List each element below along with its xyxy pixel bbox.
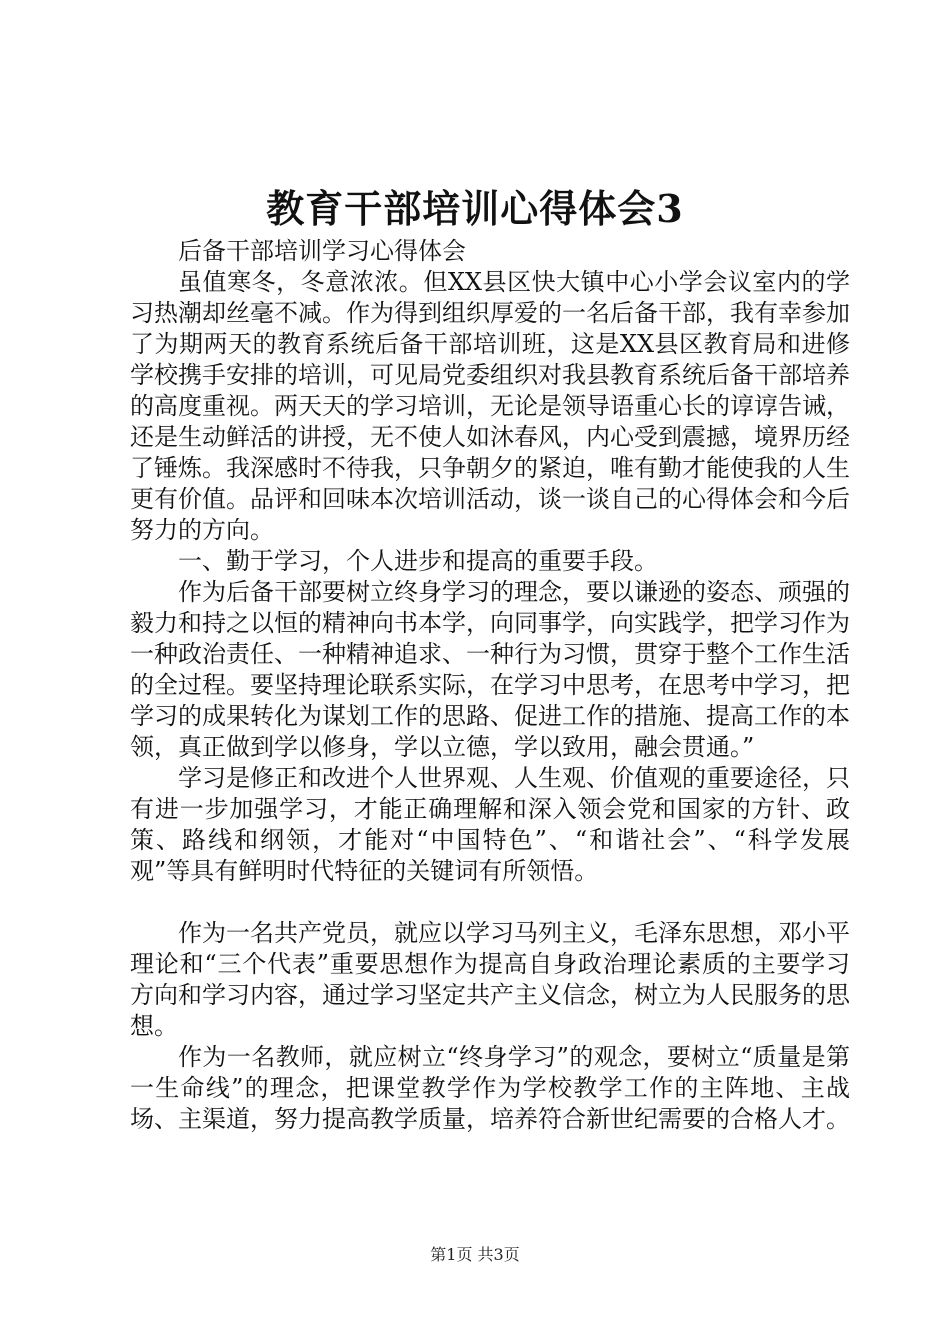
paragraph-subtitle: 后备干部培训学习心得体会 bbox=[178, 237, 466, 265]
paragraph-lifelong-learning: 作为后备干部要树立终身学习的理念，要以谦逊的姿态、顽强的毅力和持之以恒的精神向书本学，向同事学，向实践学，把学习作为一种政治责任、一种精神追求、一种行为习惯，贯穿于整个工作生活的全过程。要坚持理论联系实际，在学习中思考，在思考中学习，把学习的成果转化为谋划工作的思路、促进工作的措施、提高工作的本领，真正做到学以修身，学以立德，学以致用，融会贯通。” bbox=[130, 578, 850, 761]
paragraph-party-member: 作为一名共产党员，就应以学习马列主义，毛泽东思想，邓小平理论和“三个代表”重要思想作为提高自身政治理论素质的主要学习方向和学习内容，通过学习坚定共产主义信念，树立为人民服务的思想。 bbox=[130, 919, 850, 1040]
paragraph-teacher: 作为一名教师，就应树立“终身学习”的观念，要树立“质量是第一生命线”的理念，把课堂教学作为学校教学工作的主阵地、主战场、主渠道，努力提高教学质量，培养符合新世纪需要的合格人才。 bbox=[130, 1043, 850, 1133]
paragraph-spacer bbox=[130, 887, 850, 918]
page-number-footer: 第1页 共3页 bbox=[430, 1245, 520, 1264]
paragraph-section-heading: 一、勤于学习，个人进步和提高的重要手段。 bbox=[178, 547, 658, 575]
paragraph-worldview: 学习是修正和改进个人世界观、人生观、价值观的重要途径，只有进一步加强学习，才能正确理解和深入领会党和国家的方针、政策、路线和纲领，才能对“中国特色”、“和谐社会”、“科学发展观”等具有鲜明时代特征的关键词有所领悟。 bbox=[130, 764, 850, 885]
document-body bbox=[130, 236, 850, 1135]
document-title: 教育干部培训心得体会3 bbox=[266, 186, 684, 231]
paragraph-intro: 虽值寒冬，冬意浓浓。但XX县区快大镇中心小学会议室内的学习热潮却丝毫不减。作为得到组织厚爱的一名后备干部，我有幸参加了为期两天的教育系统后备干部培训班，这是XX县区教育局和进修学校携手安排的培训，可见局党委组织对我县教育系统后备干部培养的高度重视。两天天的学习培训，无论是领导语重心长的谆谆告诫，还是生动鲜活的讲授，无不使人如沐春风，内心受到震撼，境界历经了锤炼。我深感时不待我，只争朝夕的紧迫，唯有勤才能使我的人生更有价值。品评和回味本次培训活动，谈一谈自己的心得体会和今后努力的方向。 bbox=[130, 268, 850, 544]
